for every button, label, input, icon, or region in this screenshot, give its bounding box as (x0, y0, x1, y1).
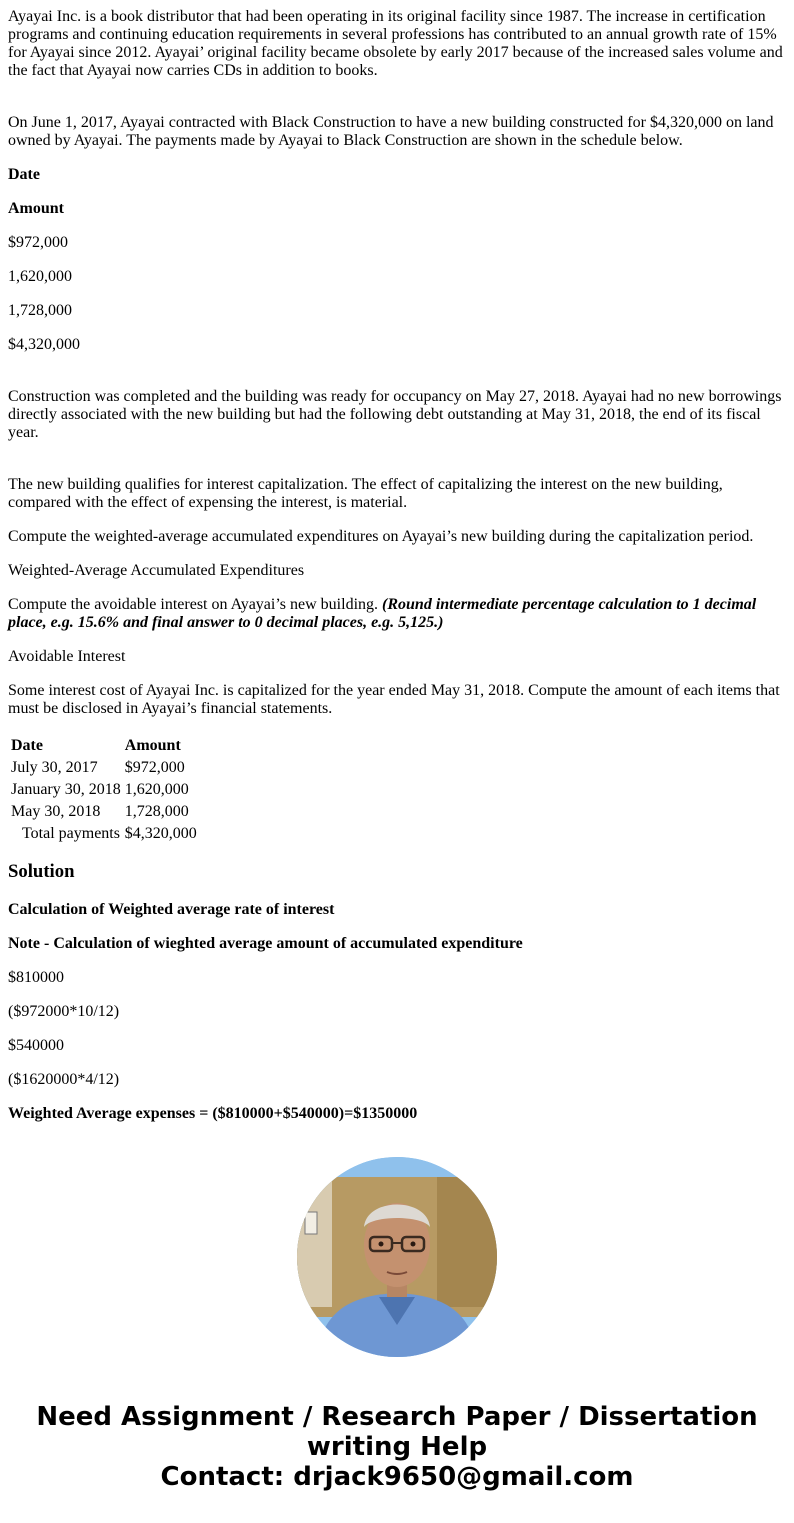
question-2-text: Compute the avoidable interest on Ayayai’s new building. (8, 596, 383, 613)
question-2-note: (Round intermediate percentage calculation to 1 decimal place, e.g. 15.6% and final answer to 0 decimal places, e.g. 5,125.) (8, 596, 757, 631)
spacer (8, 370, 786, 388)
table-row (10, 758, 198, 778)
question-2 (8, 596, 786, 632)
answer-1-label: Weighted-Average Accumulated Expenditures (8, 562, 305, 579)
banner-line-1: Need Assignment / Research Paper / Dissertation (36, 1402, 758, 1432)
author-photo (297, 1157, 497, 1357)
intro-paragraph-2: On June 1, 2017, Ayayai contracted with Black Construction to have a new building constructed for $4,320,000 on land owned by Ayayai. The payments made by Ayayai to Black Construction are shown in the schedule below. (8, 114, 774, 149)
list-item: $4,320,000 (8, 336, 80, 353)
table-row (10, 780, 198, 800)
answer-2-label: Avoidable Interest (8, 648, 126, 665)
solution-value-1: $810000 (8, 969, 64, 986)
list-header-date: Date (8, 166, 40, 183)
cell-amount: 1,728,000 (124, 803, 189, 820)
question-3: Some interest cost of Ayayai Inc. is capitalized for the year ended May 31, 2018. Compute the amount of each items that must be disclosed in Ayayai’s financial statements. (8, 682, 780, 717)
banner-line-2: writing Help (306, 1432, 488, 1462)
cell-date: July 30, 2017 (11, 759, 98, 776)
intro-paragraph-1: Ayayai Inc. is a book distributor that had been operating in its original facility since 1987. The increase in certification programs and continuing education requirements in several professions has contributed to an annual growth rate of 15% for Ayayai since 2012. Ayayai’ original facility became obsolete by early 2017 because of the increased sales volume and the fact that Ayayai now carries CDs in addition to books. (8, 8, 783, 79)
cell-total-amount: $4,320,000 (124, 825, 197, 842)
solution-value-2: $540000 (8, 1037, 64, 1054)
table-row (10, 802, 198, 822)
cell-date: January 30, 2018 (11, 781, 121, 798)
table-total-row (10, 824, 198, 844)
solution-calc-1: ($972000*10/12) (8, 1003, 120, 1020)
list-item: $972,000 (8, 234, 68, 251)
table-header-row (10, 736, 198, 756)
cell-amount: 1,620,000 (124, 781, 189, 798)
question-1: Compute the weighted-average accumulated expenditures on Ayayai’s new building during the capitalization period. (8, 528, 754, 545)
spacer (8, 458, 786, 476)
column-header-amount: Amount (124, 737, 181, 754)
spacer (8, 96, 786, 114)
solution-line-2: Note - Calculation of wieghted average amount of accumulated expenditure (8, 935, 523, 952)
payment-schedule-table (8, 734, 200, 846)
solution-total: Weighted Average expenses = ($810000+$540000)=$1350000 (8, 1105, 418, 1122)
column-header-date: Date (11, 737, 43, 754)
list-item: 1,728,000 (8, 302, 72, 319)
list-item: 1,620,000 (8, 268, 72, 285)
solution-calc-2: ($1620000*4/12) (8, 1071, 120, 1088)
solution-heading: Solution (8, 861, 75, 882)
list-header-amount: Amount (8, 200, 65, 217)
contact-banner (0, 1402, 794, 1492)
author-photo-wrapper (8, 1157, 786, 1357)
banner-contact-email[interactable]: Contact: drjack9650@gmail.com (160, 1462, 634, 1492)
capitalization-paragraph: The new building qualifies for interest capitalization. The effect of capitalizing the interest on the new building, compared with the effect of expensing the interest, is material. (8, 476, 723, 511)
cell-date: May 30, 2018 (11, 803, 101, 820)
solution-line-1: Calculation of Weighted average rate of interest (8, 901, 335, 918)
cell-amount: $972,000 (124, 759, 185, 776)
cell-total-label: Total payments (22, 825, 120, 842)
construction-paragraph: Construction was completed and the building was ready for occupancy on May 27, 2018. Ayayai had no new borrowings directly associated with the new building but had the following debt outstanding at May 31, 2018, the end of its fiscal year. (8, 388, 782, 441)
portrait-illustration (297, 1157, 497, 1357)
